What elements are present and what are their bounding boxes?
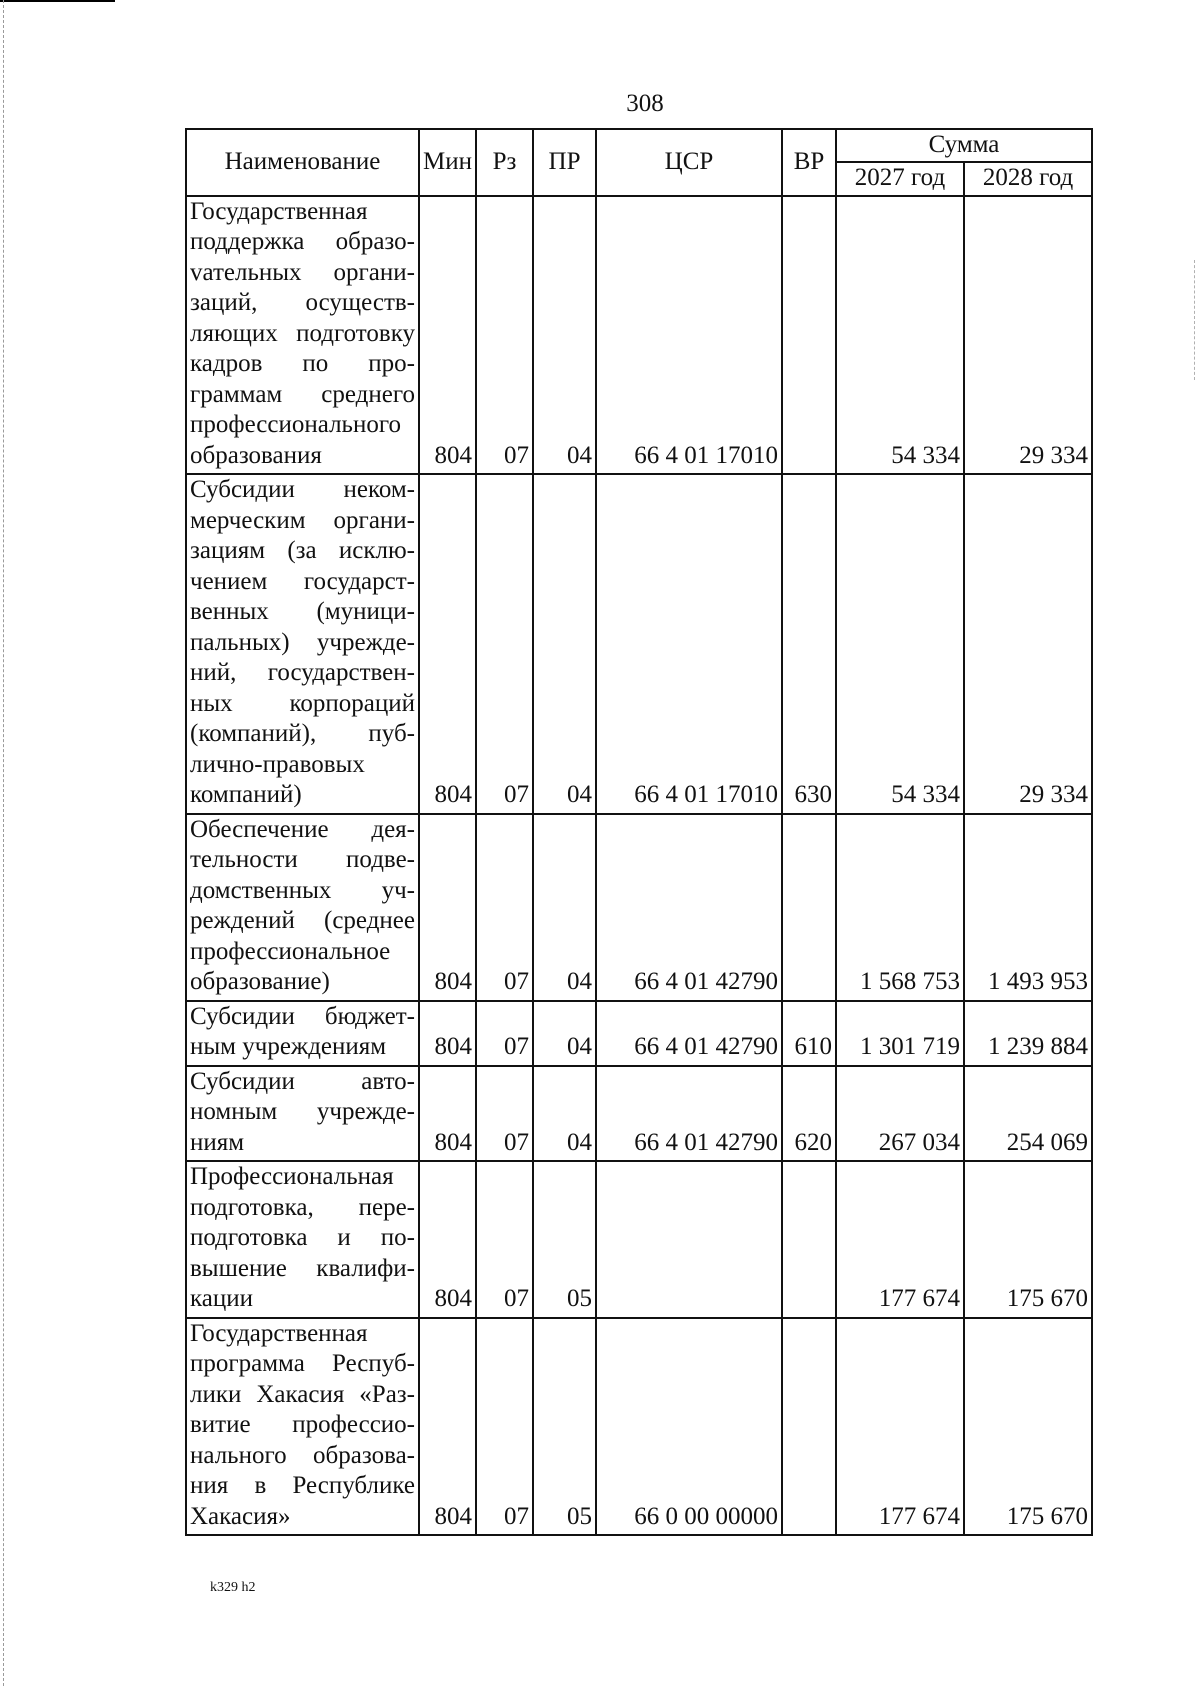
footer-code: k329 h2: [210, 1580, 256, 1595]
table-row: [186, 814, 1092, 1001]
row-pr: 04: [533, 1001, 596, 1066]
budget-table: [185, 128, 1093, 1536]
row-rz: 07: [476, 474, 533, 814]
row-csr: 66 0 00 00000: [596, 1318, 782, 1536]
scan-edge-top: [0, 0, 115, 2]
row-rz: 07: [476, 1066, 533, 1162]
row-rz: 07: [476, 814, 533, 1001]
row-vr: [782, 1161, 836, 1318]
row-name: Обеспечение деятельности подведомственных учреждений (среднее профессиональное образование): [186, 814, 419, 1001]
row-sum-2027: 54 334: [836, 196, 964, 475]
header-sum: Сумма: [836, 129, 1092, 162]
row-pr: 04: [533, 196, 596, 475]
table-row: [186, 1161, 1092, 1318]
table-row: [186, 196, 1092, 475]
table-row: [186, 1001, 1092, 1066]
row-sum-2028: 29 334: [964, 196, 1092, 475]
row-csr: 66 4 01 42790: [596, 814, 782, 1001]
row-min: 804: [419, 1161, 476, 1318]
row-vr: [782, 196, 836, 475]
row-sum-2028: 254 069: [964, 1066, 1092, 1162]
page-number: 308: [626, 90, 664, 117]
row-vr: 610: [782, 1001, 836, 1066]
header-csr: ЦСР: [596, 129, 782, 196]
row-pr: 05: [533, 1161, 596, 1318]
row-sum-2027: 177 674: [836, 1161, 964, 1318]
row-min: 804: [419, 1001, 476, 1066]
header-year-2028: 2028 год: [964, 162, 1092, 196]
row-pr: 04: [533, 1066, 596, 1162]
row-name: Государственная поддержка образоvательных организаций, осуществляющих подготовку кадров по программам среднего профессионального образования: [186, 196, 419, 475]
row-min: 804: [419, 1066, 476, 1162]
row-name: Субсидии некоммерческим организациям (за исключением государственных (муниципальных) учреждений, государственных корпораций (компаний), публично-правовых компаний): [186, 474, 419, 814]
table-row: [186, 1318, 1092, 1536]
row-rz: 07: [476, 1318, 533, 1536]
row-sum-2028: 175 670: [964, 1318, 1092, 1536]
row-sum-2028: 175 670: [964, 1161, 1092, 1318]
table-header: [186, 129, 1092, 196]
row-name: Профессиональная подготовка, переподготовка и повышение квалификации: [186, 1161, 419, 1318]
row-csr: 66 4 01 42790: [596, 1066, 782, 1162]
header-pr: ПР: [533, 129, 596, 196]
row-sum-2027: 177 674: [836, 1318, 964, 1536]
row-csr: [596, 1161, 782, 1318]
row-csr: 66 4 01 17010: [596, 196, 782, 475]
row-pr: 05: [533, 1318, 596, 1536]
row-csr: 66 4 01 17010: [596, 474, 782, 814]
row-min: 804: [419, 474, 476, 814]
row-min: 804: [419, 196, 476, 475]
header-rz: Рз: [476, 129, 533, 196]
header-vr: ВР: [782, 129, 836, 196]
row-csr: 66 4 01 42790: [596, 1001, 782, 1066]
row-rz: 07: [476, 196, 533, 475]
row-rz: 07: [476, 1001, 533, 1066]
table-body: [186, 196, 1092, 1536]
scan-edge-right: [1194, 260, 1196, 380]
table-row: [186, 1066, 1092, 1162]
header-min: Мин: [419, 129, 476, 196]
row-vr: 630: [782, 474, 836, 814]
row-pr: 04: [533, 474, 596, 814]
row-name: Государственная программа Республики Хакасия «Развитие профессионального образования в Республике Хакасия»: [186, 1318, 419, 1536]
row-min: 804: [419, 1318, 476, 1536]
row-sum-2027: 267 034: [836, 1066, 964, 1162]
row-name: Субсидии бюджетным учреждениям: [186, 1001, 419, 1066]
row-rz: 07: [476, 1161, 533, 1318]
row-sum-2027: 1 568 753: [836, 814, 964, 1001]
header-year-2027: 2027 год: [836, 162, 964, 196]
row-sum-2027: 1 301 719: [836, 1001, 964, 1066]
row-sum-2027: 54 334: [836, 474, 964, 814]
row-vr: [782, 814, 836, 1001]
table-row: [186, 474, 1092, 814]
header-name: Наименование: [186, 129, 419, 196]
row-sum-2028: 1 239 884: [964, 1001, 1092, 1066]
scan-edge-left: [3, 0, 5, 1686]
row-sum-2028: 29 334: [964, 474, 1092, 814]
row-vr: [782, 1318, 836, 1536]
row-name: Субсидии автономным учреждениям: [186, 1066, 419, 1162]
row-min: 804: [419, 814, 476, 1001]
row-pr: 04: [533, 814, 596, 1001]
row-sum-2028: 1 493 953: [964, 814, 1092, 1001]
row-vr: 620: [782, 1066, 836, 1162]
